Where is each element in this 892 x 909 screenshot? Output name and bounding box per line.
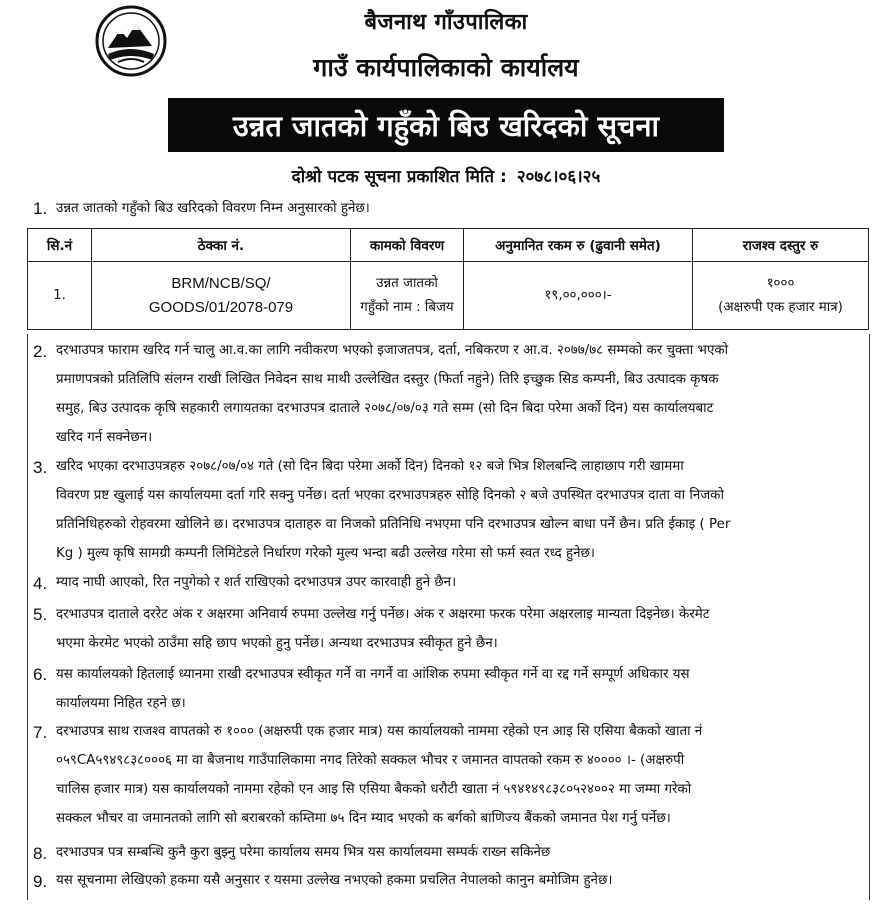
clause-line: Kg ) मुल्य कृषि सामग्री कम्पनी लिमिटेडले निर्धारण गरेको मुल्य भन्दा बढी उल्लेख गरेमा सो फर्म स्वत रध्द हुनेछ। [56,546,595,561]
contract-line-2: GOODS/01/2078-079 [148,298,294,316]
clause-line: प्रतिनिधिहरुको रोहवरमा खोलिने छ। दरभाउपत्र दाताहरु वा निजको प्रतिनिधि नभएमा पनि दरभाउपत्र खोल्न बाधा पर्ने छैन। प्रति ईकाइ ( Per [56,517,731,532]
col-header-description: कामको विवरण [351,229,464,262]
clause-line: भएमा केरमेट भएको ठाउँमा सहि छाप भएको हुनु पर्नेछ। अन्यथा दरभाउपत्र स्वीकृत हुने छैन। [56,636,498,651]
clause-text [56,452,730,568]
clause-line: दरभाउपत्र पत्र सम्बन्धि कुनै कुरा बुझ्नु परेमा कार्यालय समय भित्र यस कार्यालयमा सम्पर्क राख्न सकिनेछ [56,845,551,860]
clause-line: यस सूचनामा लेखिएको हकमा यसै अनुसार र यसमा उल्लेख नभएको हकमा प्रचलित नेपालको कानुन बमोजिम हुनेछ। [56,873,613,888]
org-name: बैजनाथ गाँउपालिका [364,10,528,35]
clause-number: 4. [33,574,48,593]
clause-text [56,717,702,833]
clause-number: 7. [33,723,48,742]
notice-title: उन्नत जातको गहुँको बिउ खरिदको सूचना [168,98,724,152]
clause-text [56,600,710,658]
description-line-1: उन्नत जातको [376,275,438,291]
left-border [27,334,28,900]
cell-sn: 1. [28,262,92,330]
clause-number: 2. [33,342,48,361]
table-header-row [28,229,869,262]
clause-text [56,568,456,597]
clause-line: खरिद गर्न सक्नेछन। [56,430,153,445]
col-header-fee: राजश्व दस्तुर रु [693,229,869,262]
col-header-contract: ठेक्का नं. [92,229,351,262]
clause-text [56,336,728,452]
clause-text [56,838,550,867]
clause-number: 9. [33,872,48,891]
tender-table [27,228,869,330]
clause-line: दरभाउपत्र फाराम खरिद गर्न चालु आ.व.का लागि नवीकरण भएको इजाजतपत्र, दर्ता, नबिकरण र आ.व. २०७७/७८ सम्मको कर चुक्ता भएको [56,343,729,358]
col-header-amount: अनुमानित रकम रु (ढुवानी समेत) [464,229,693,262]
contract-line-1: BRM/NCB/SQ/ [171,274,271,292]
clause-line: खरिद भएका दरभाउपत्रहरु २०७८/०७/०४ गते (सो दिन बिदा परेमा अर्को दिन) दिनको १२ बजे भित्र शिलबन्दि लाहाछाप गरी खाममा [56,459,684,474]
col-header-sn: सि.नं [28,229,92,262]
clause-line: कार्यालयमा निहित रहने छ। [56,696,186,711]
table-row [28,262,869,330]
cell-contract [92,262,351,330]
fee-line-1: १००० [766,275,795,291]
cell-description [351,262,464,330]
clause-number: 5. [33,605,48,624]
clause-line: विवरण प्रष्ट खुलाई यस कार्यालयमा दर्ता गरि सक्नु पर्नेछ। दर्ता भएका दरभाउपत्रहरु सोहि दिनको २ बजे उपस्थित दरभाउपत्र दाता वा निजको [56,488,724,503]
clause-number: 1. [33,199,48,218]
clause-text [56,660,690,718]
publish-date: २०७८।०६।२५ [516,167,601,187]
clause-line: ०५९CA५९४९८३८०००६ मा वा बैजनाथ गाउँपालिकामा नगद तिरेको सक्कल भौचर र जमानत वापतको रकम रु ४०००० ।- (अक्षरुपी [56,753,685,768]
office-name: गाउँ कार्यपालिकाको कार्यालय [313,53,579,82]
clause-number: 8. [33,844,48,863]
clause-number: 3. [33,458,48,477]
clause-line: दरभाउपत्र दाताले दररेट अंक र अक्षरमा अनिवार्य रुपमा उल्लेख गर्नु पर्नेछ। अंक र अक्षरमा फरक परेमा अक्षरलाइ मान्यता दिइनेछ। केरमेट [56,607,710,622]
clause-line: यस कार्यालयको हितलाई ध्यानमा राखी दरभाउपत्र स्वीकृत गर्ने वा नगर्ने वा आंशिक रुपमा स्वीकृत गर्ने वा रद्द गर्ने सम्पूर्ण अधिकार यस [56,667,690,682]
clause-text: उन्नत जातको गहुँको बिउ खरिदको विवरण निम्न अनुसारको हुनेछ। [56,201,370,216]
cell-amount: १९,००,०००।- [464,262,693,330]
publish-date-line [0,164,892,187]
publish-label: दोश्रो पटक सूचना प्रकाशित मिति : [291,167,507,187]
clause-line: चालिस हजार मात्र) यस कार्यालयको नाममा रहेको एन आइ सि एसिया बैकको धरौटी खाता नं ५९४१४९८३८०५२४००२ मा जम्मा गरेको [56,782,692,797]
clause-text [56,866,612,895]
description-line-2: गहुँको नाम : बिजय [360,299,454,315]
clause-line: सक्कल भौचर वा जमानतको लागि सो बराबरको कम्तिमा ७५ दिन म्याद भएको क बर्गको बाणिज्य बैंकको जमानत पेश गर्नु पर्नेछ। [56,811,671,826]
clause-line: समुह, बिउ उत्पादक कृषि सहकारी लगायतका दरभाउपत्र दाताले २०७८/०७/०३ गते सम्म (सो दिन बिदा परेमा अर्को दिन) यस कार्यालयबाट [56,401,714,416]
right-border [869,334,870,900]
clause-line: प्रमाणपत्रको प्रतिलिपि संलग्न राखी लिखित निवेदन साथ माथी उल्लेखित दस्तुर (फिर्ता नहुने) तिरि इच्छुक सिड कम्पनी, बिउ उत्पादक कृषक [56,372,719,387]
fee-line-2: (अक्षरुपी एक हजार मात्र) [718,299,843,315]
cell-fee [693,262,869,330]
clause-line: दरभाउपत्र साथ राजश्व वापतको रु १००० (अक्षरुपी एक हजार मात्र) यस कार्यालयको नाममा रहेको एन आइ सि एसिया बैकको खाता नं [56,724,703,739]
clause-line: म्याद नाघी आएको, रित नपुगेको र शर्त राखिएको दरभाउपत्र उपर कारवाही हुने छैन। [56,575,457,590]
clause-number: 6. [33,665,48,684]
